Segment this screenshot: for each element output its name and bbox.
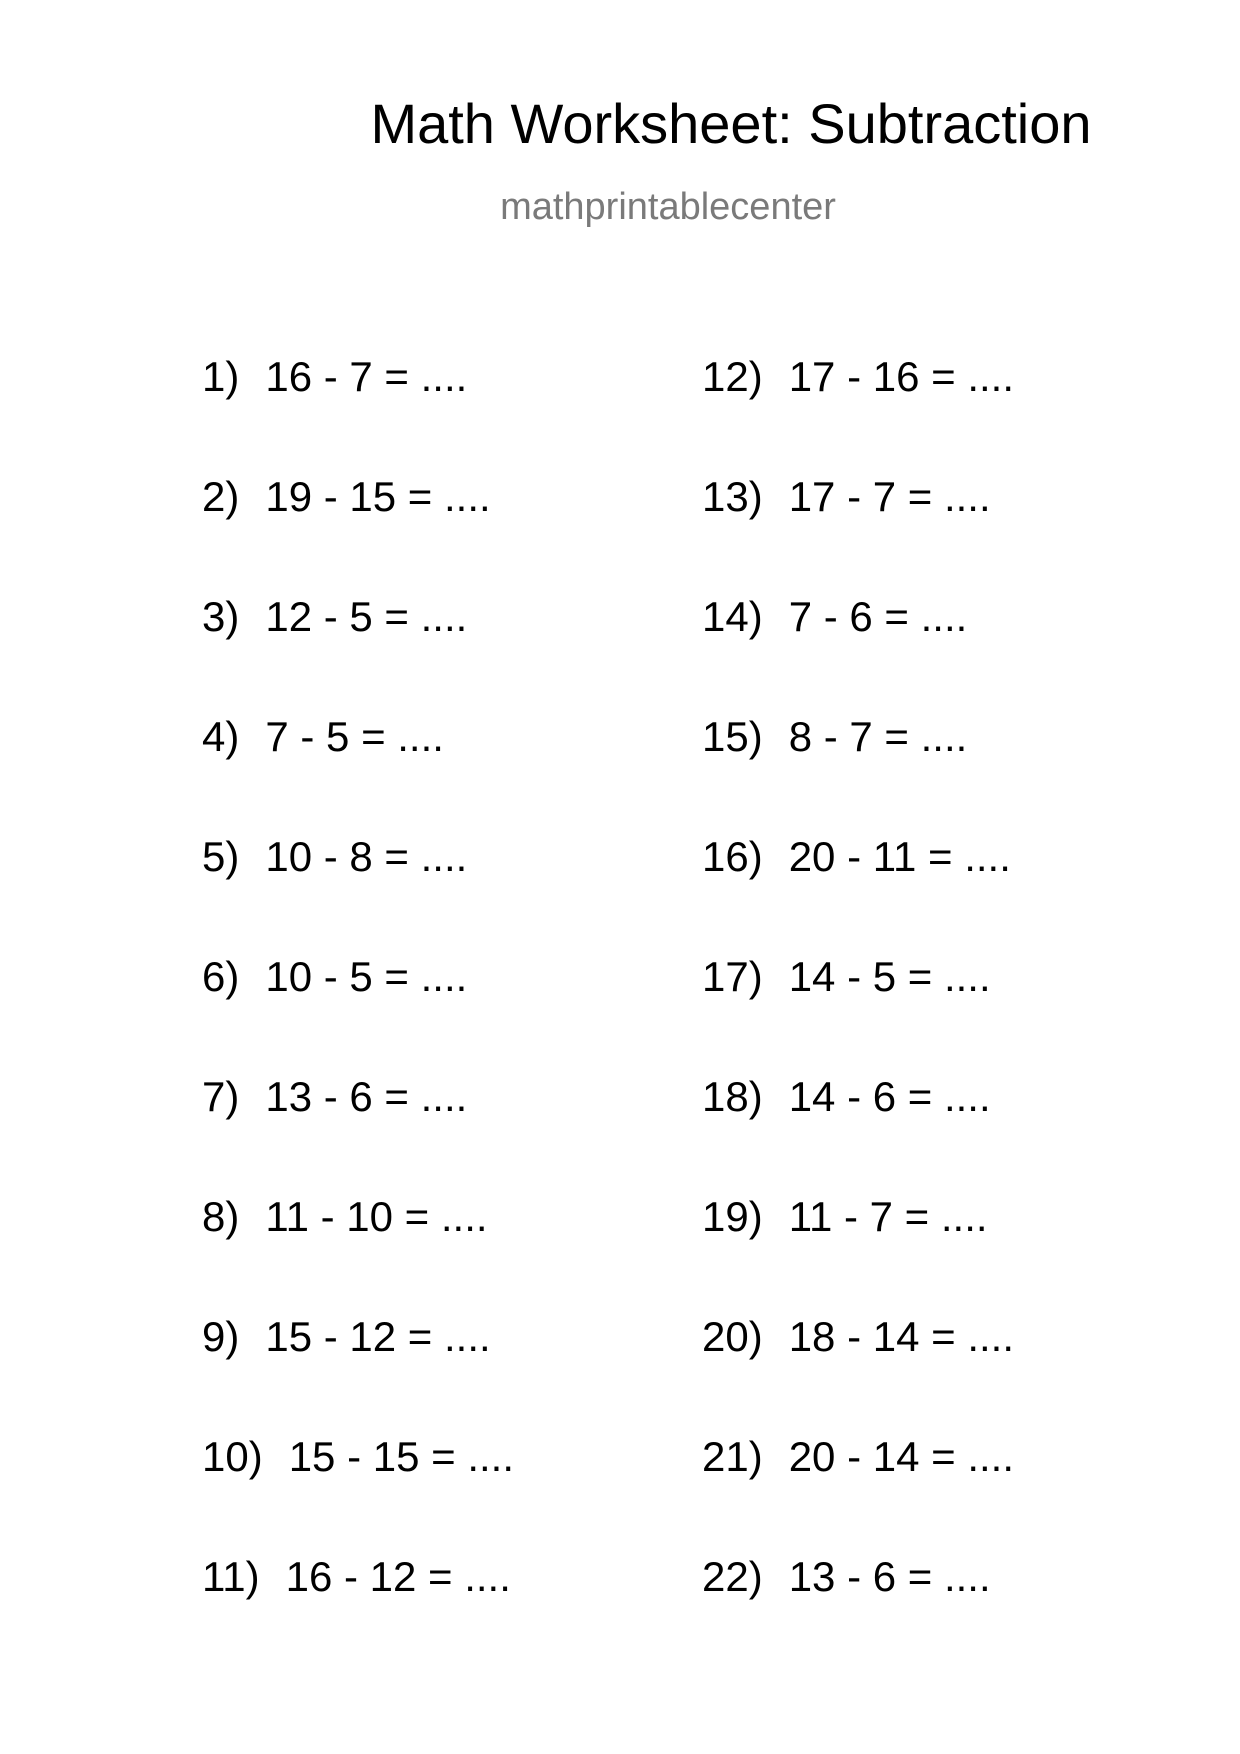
problem-expression: 10 - 8 = ....: [265, 833, 468, 880]
problem-number: 10): [202, 1433, 263, 1480]
problem-number: 8): [202, 1193, 240, 1240]
problem-4: [202, 713, 514, 836]
problem-number: 21): [702, 1433, 763, 1480]
problem-number: 1): [202, 353, 240, 400]
problem-14: [702, 593, 1014, 716]
problem-expression: 20 - 14 = ....: [788, 1433, 1015, 1480]
worksheet-subtitle: mathprintablecenter: [500, 186, 836, 228]
problem-number: 22): [702, 1553, 763, 1600]
problem-expression: 13 - 6 = ....: [265, 1073, 468, 1120]
problem-expression: 16 - 7 = ....: [265, 353, 468, 400]
problem-expression: 15 - 12 = ....: [265, 1313, 491, 1360]
problem-16: [702, 833, 1014, 956]
problem-number: 14): [702, 593, 763, 640]
problem-expression: 16 - 12 = ....: [285, 1553, 511, 1600]
problem-3: [202, 593, 514, 716]
problem-number: 20): [702, 1313, 763, 1360]
problem-expression: 18 - 14 = ....: [788, 1313, 1015, 1360]
problem-number: 16): [702, 833, 763, 880]
problem-number: 4): [202, 713, 240, 760]
problem-expression: 11 - 7 = ....: [788, 1193, 988, 1240]
problem-15: [702, 713, 1014, 836]
problem-18: [702, 1073, 1014, 1196]
problem-expression: 17 - 16 = ....: [788, 353, 1015, 400]
problem-expression: 7 - 5 = ....: [265, 713, 444, 760]
problem-expression: 8 - 7 = ....: [788, 713, 968, 760]
problem-expression: 11 - 10 = ....: [265, 1193, 488, 1240]
problem-expression: 14 - 5 = ....: [788, 953, 991, 1000]
problem-21: [702, 1433, 1015, 1556]
problem-number: 3): [202, 593, 240, 640]
problem-expression: 20 - 11 = ....: [788, 833, 1011, 880]
problem-number: 17): [702, 953, 763, 1000]
problem-column-left: [202, 353, 515, 1676]
problem-1: [202, 353, 514, 476]
problem-number: 2): [202, 473, 240, 520]
problem-number: 9): [202, 1313, 240, 1360]
problem-13: [702, 473, 1014, 596]
problem-9: [202, 1313, 514, 1436]
problem-expression: 19 - 15 = ....: [265, 473, 491, 520]
problem-expression: 15 - 15 = ....: [288, 1433, 515, 1480]
problem-expression: 7 - 6 = ....: [788, 593, 968, 640]
problem-expression: 17 - 7 = ....: [788, 473, 991, 520]
problem-10: [202, 1433, 515, 1556]
problem-expression: 10 - 5 = ....: [265, 953, 468, 1000]
problem-number: 13): [702, 473, 763, 520]
problem-17: [702, 953, 1014, 1076]
problem-number: 7): [202, 1073, 240, 1120]
problem-number: 6): [202, 953, 240, 1000]
problem-number: 15): [702, 713, 763, 760]
problem-column-right: [702, 353, 1015, 1676]
problem-number: 19): [702, 1193, 763, 1240]
problem-11: [202, 1553, 514, 1676]
problem-8: [202, 1193, 514, 1316]
problem-12: [702, 353, 1015, 476]
problem-22: [702, 1553, 1014, 1676]
problem-6: [202, 953, 514, 1076]
problem-number: 11): [202, 1553, 260, 1600]
problem-5: [202, 833, 514, 956]
problem-number: 5): [202, 833, 240, 880]
problem-expression: 13 - 6 = ....: [788, 1553, 991, 1600]
problem-expression: 12 - 5 = ....: [265, 593, 468, 640]
problem-expression: 14 - 6 = ....: [788, 1073, 991, 1120]
problem-number: 18): [702, 1073, 763, 1120]
problem-19: [702, 1193, 1014, 1316]
problem-20: [702, 1313, 1015, 1436]
problem-number: 12): [702, 353, 763, 400]
worksheet-title: Math Worksheet: Subtraction: [370, 92, 1092, 155]
problem-7: [202, 1073, 514, 1196]
problem-2: [202, 473, 514, 596]
